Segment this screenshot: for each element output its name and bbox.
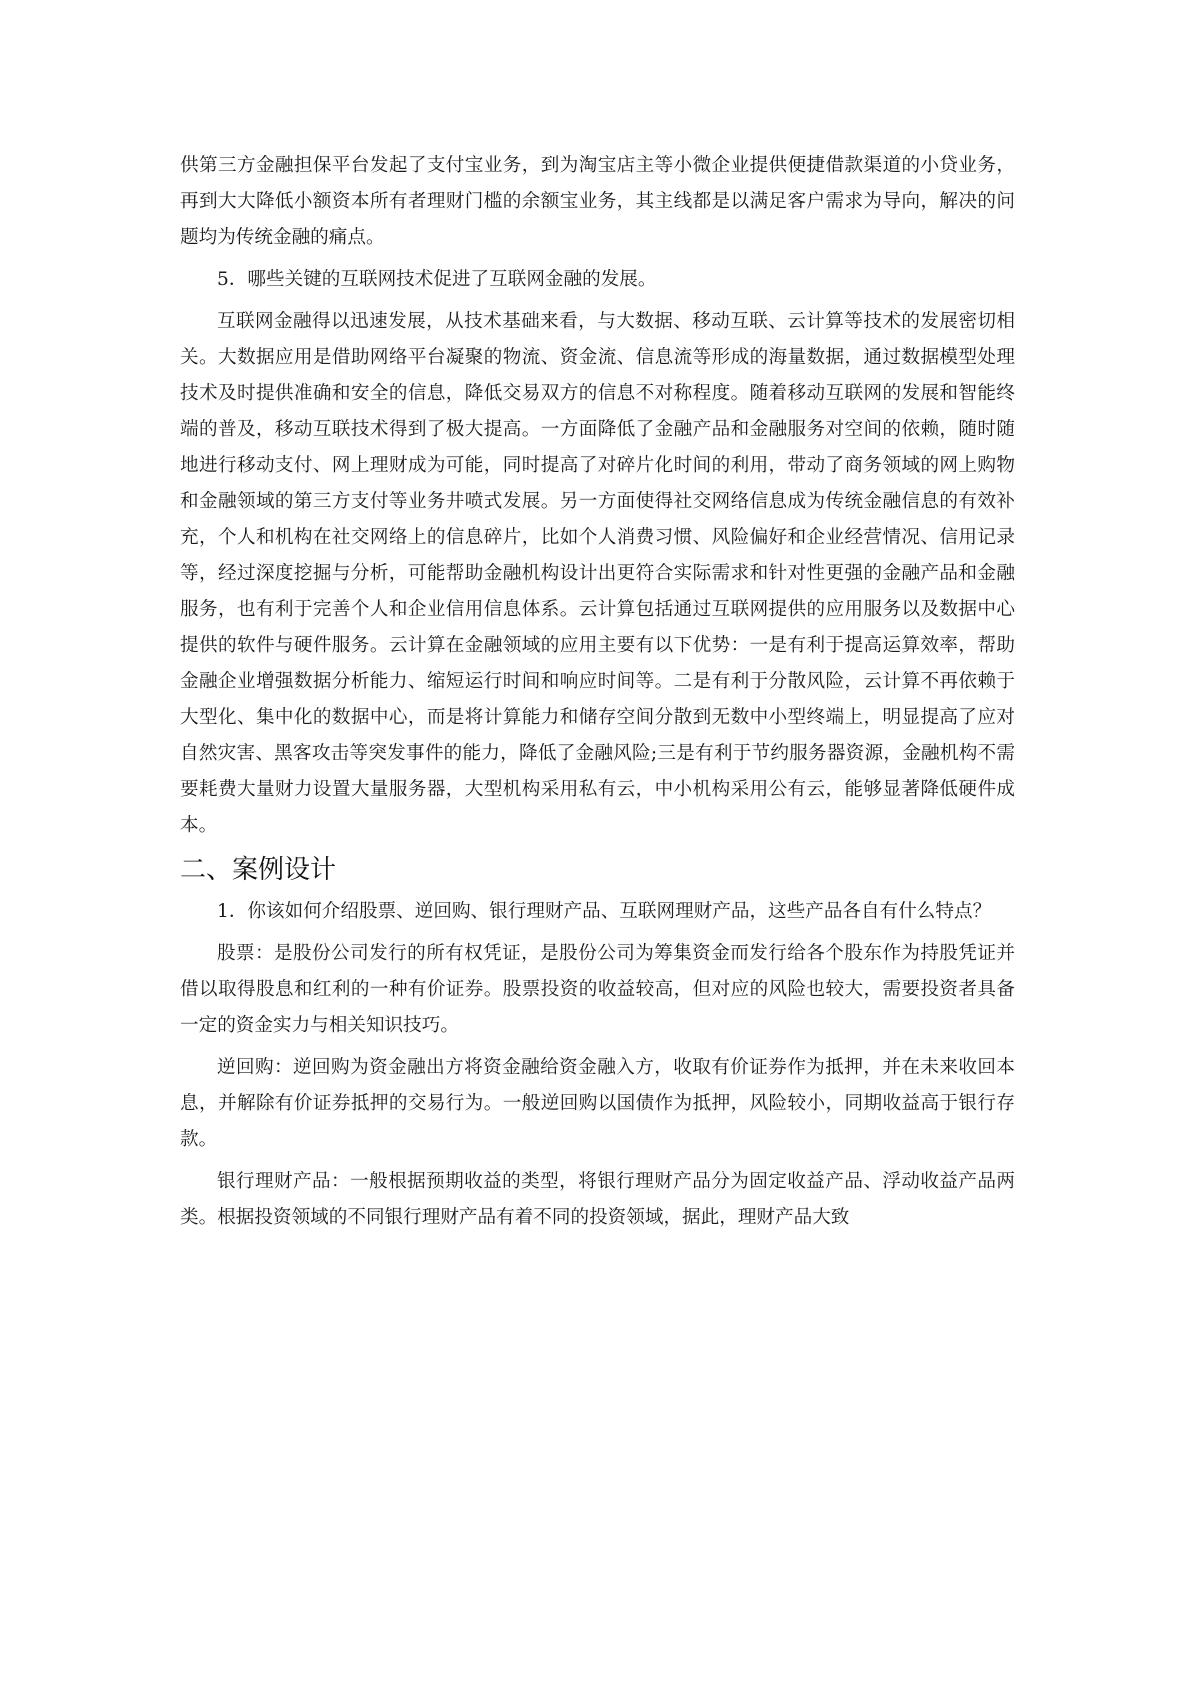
paragraph-continuation: 供第三方金融担保平台发起了支付宝业务，到为淘宝店主等小微企业提供便捷借款渠道的小贷业务，再到大大降低小额资本所有者理财门槛的余额宝业务，其主线都是以满足客户需求为导向，解决的问题均为传统金融的痛点。 [180, 155, 1015, 248]
paragraph-stock: 股票：是股份公司发行的所有权凭证，是股份公司为筹集资金而发行给各个股东作为持股凭证并借以取得股息和红利的一种有价证券。股票投资的收益较高，但对应的风险也较大，需要投资者具备一定的资金实力与相关知识技巧。 [180, 943, 1015, 1036]
answer-5-paragraph: 互联网金融得以迅速发展，从技术基础来看，与大数据、移动互联、云计算等技术的发展密切相关。大数据应用是借助网络平台凝聚的物流、资金流、信息流等形成的海量数据，通过数据模型处理技术及时提供准确和安全的信息，降低交易双方的信息不对称程度。随着移动互联网的发展和智能终端的普及，移动互联技术得到了极大提高。一方面降低了金融产品和金融服务对空间的依赖，随时随地进行移动支付、网上理财成为可能，同时提高了对碎片化时间的利用，带动了商务领域的网上购物和金融领域的第三方支付等业务井喷式发展。另一方面使得社交网络信息成为传统金融信息的有效补充，个人和机构在社交网络上的信息碎片，比如个人消费习惯、风险偏好和企业经营情况、信用记录等，经过深度挖掘与分析，可能帮助金融机构设计出更符合实际需求和针对性更强的金融产品和金融服务，也有利于完善个人和企业信用信息体系。云计算包括通过互联网提供的应用服务以及数据中心提供的软件与硬件服务。云计算在金融领域的应用主要有以下优势：一是有利于提高运算效率，帮助金融企业增强数据分析能力、缩短运行时间和响应时间等。二是有利于分散风险，云计算不再依赖于大型化、集中化的数据中心，而是将计算能力和储存空间分散到无数中小型终端上，明显提高了应对自然灾害、黑客攻击等突发事件的能力，降低了金融风险;三是有利于节约服务器资源，金融机构不需要耗费大量财力设置大量服务器，大型机构采用私有云，中小机构采用公有云，能够显著降低硬件成本。 [180, 311, 1015, 836]
document-body [180, 148, 1015, 1242]
question-1: 1．你该如何介绍股票、逆回购、银行理财产品、互联网理财产品，这些产品各自有什么特点？ [217, 901, 992, 922]
paragraph-reverse-repo: 逆回购：逆回购为资金融出方将资金融给资金融入方，收取有价证券作为抵押，并在未来收回本息，并解除有价证券抵押的交易行为。一般逆回购以国债作为抵押，风险较小，同期收益高于银行存款。 [180, 1057, 1015, 1150]
section-heading: 二、案例设计 [180, 855, 337, 885]
paragraph-bank-wealth-products: 银行理财产品：一般根据预期收益的类型，将银行理财产品分为固定收益产品、浮动收益产品两类。根据投资领域的不同银行理财产品有着不同的投资领域，据此，理财产品大致 [180, 1171, 1015, 1228]
question-5: 5．哪些关键的互联网技术促进了互联网金融的发展。 [217, 269, 657, 290]
